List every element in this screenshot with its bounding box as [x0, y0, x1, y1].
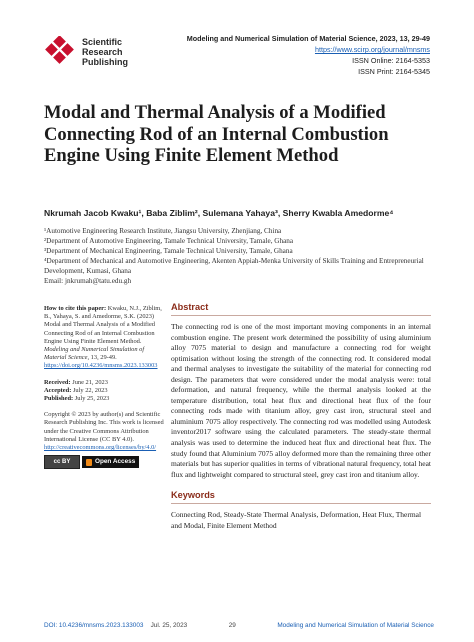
published-date: Published: July 25, 2023 [44, 395, 110, 403]
issn-print: ISSN Print: 2164-5345 [358, 67, 430, 76]
journal-info [187, 33, 430, 77]
copyright-text: Copyright © 2023 by author(s) and Scientific Research Publishing Inc. This work is licensed under the Creative Commons Attribution International License (CC BY 4.0). [44, 411, 164, 443]
footer-date: Jul. 25, 2023 [150, 622, 188, 629]
affiliation-4: ⁴Department of Mechanical and Automotive Engineering, Akenten Appiah-Menka University of Skills Training and Entrepreneurial Development, Kumasi, Ghana [44, 257, 424, 276]
abstract-heading: Abstract [171, 302, 431, 316]
open-access-badge [82, 456, 139, 468]
article-sidebar [44, 305, 164, 477]
affiliation-3: ³Department of Mechanical Engineering, Tamale Technical University, Tamale, Ghana [44, 247, 293, 256]
page-number: 29 [228, 622, 236, 629]
page-footer [44, 622, 434, 629]
logo-line-1: Scientific [82, 37, 123, 47]
journal-citation-line: Modeling and Numerical Simulation of Material Science, 2023, 13, 29-49 [186, 34, 430, 43]
cc-by-badge-icon[interactable]: cc BY [44, 455, 80, 469]
open-lock-icon [86, 459, 92, 466]
keywords-heading: Keywords [171, 490, 431, 504]
cite-volume: , 13, 29-49. [87, 354, 117, 362]
main-column [171, 302, 431, 531]
copyright-block [44, 411, 164, 469]
footer-journal-name: Modeling and Numerical Simulation of Material Science [277, 622, 434, 629]
author-list: Nkrumah Jacob Kwaku¹, Baba Ziblim², Sulemana Yahaya³, Sherry Kwabla Amedorme⁴ [44, 208, 394, 218]
accepted-date: Accepted: July 22, 2023 [44, 386, 108, 394]
publisher-logo[interactable] [44, 34, 164, 70]
contact-email: Email: jnkrumah@tatu.edu.gh [44, 277, 132, 286]
journal-url-link[interactable]: https://www.scirp.org/journal/mnsms [314, 45, 430, 54]
cite-doi-link[interactable]: https://doi.org/10.4236/mnsms.2023.133003 [44, 362, 158, 370]
footer-doi-link[interactable]: DOI: 10.4236/mnsms.2023.133003 [44, 622, 144, 629]
dates-block [44, 379, 164, 404]
abstract-text: The connecting rod is one of the most important moving components in an internal combustion engine. The present work determined the possibility of using aluminium alloy 7075 material to design and manufacture a connecting rod for weight optimisation without losing the strength of the connecting rod. It considered modal and thermal analyses to investigate the suitability of the material for connecting rod design. The parameters that were considered under the modal analysis were: total deformation, and natural frequency, while the thermal analysis looked at the temperature distribution, total heat flux and directional heat flux of the four connecting rods made with titanium alloy, grey cast iron, structural steel and aluminium 7075 alloy respectively. The connecting rod was modelled using Autodesk inventor2017 software using the calculated parameters. The steady-state thermal analysis was used to determine the induced heat flux and directional heat flux. The study found that Aluminium 7075 alloy deformed more than the remaining three other materials but has superior qualities in terms of vibrational natural frequency, total heat flux and lightweight compared to structural steel, grey cast iron and titanium alloy. [171, 322, 431, 479]
cite-label: How to cite this paper: [44, 305, 107, 312]
affiliation-list [44, 226, 444, 287]
received-date: Received: June 21, 2023 [44, 378, 108, 386]
license-badges [44, 455, 164, 469]
affiliation-2: ²Department of Automotive Engineering, Tamale Technical University, Tamale, Ghana [44, 237, 294, 246]
affiliation-1: ¹Automotive Engineering Research Institute, Jiangsu University, Zhenjiang, China [44, 227, 282, 235]
license-link[interactable]: http://creativecommons.org/licenses/by/4.0/ [44, 444, 157, 452]
publisher-name [82, 37, 128, 67]
citation-block [44, 305, 164, 371]
cite-journal: Modeling and Numerical Simulation of Material Science [44, 346, 145, 362]
issn-online: ISSN Online: 2164-5353 [352, 56, 430, 65]
logo-line-3: Publishing [82, 57, 128, 67]
page-header [0, 0, 474, 90]
keywords-text: Connecting Rod, Steady-State Thermal Analysis, Deformation, Heat Flux, Thermal and Modal, Finite Element Method [171, 510, 422, 530]
paper-title: Modal and Thermal Analysis of a Modified Connecting Rod of an Internal Combustion Engine Using Finite Element Method [44, 102, 389, 166]
cite-text: Kwaku, N.J., Ziblim, B., Yahaya, S. and Amedorme, S.K. (2023) Modal and Thermal Analysis of a Modified Connecting Rod of an Internal Combustion Engine Using Finite Element Method. [44, 305, 162, 345]
open-access-label: Open Access [95, 458, 136, 466]
logo-line-2: Research [82, 47, 123, 57]
scirp-logo-icon [44, 36, 76, 68]
